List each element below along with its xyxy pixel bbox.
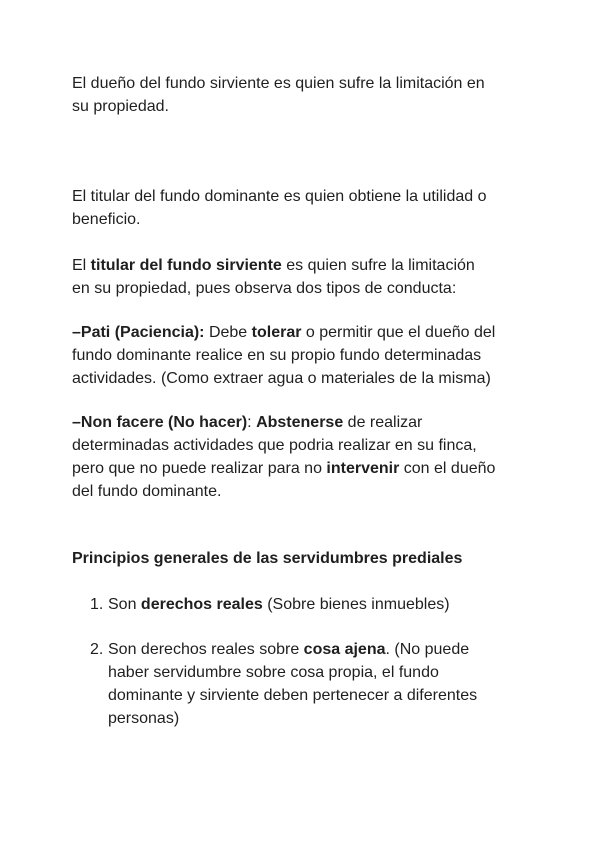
paragraph-titular-sirviente [72,254,542,300]
text-line: su propiedad. [72,98,169,115]
text-line [72,321,542,344]
text-run: Debe [204,324,252,341]
list-item-body [108,638,477,730]
list-item-1 [72,593,542,616]
text-line [72,254,542,277]
text-run: o permitir que el dueño del [301,324,496,341]
bold-term: cosa ajena [303,641,386,658]
paragraph-fundo-sirviente [72,72,542,118]
text-run: Son derechos reales sobre [108,641,304,658]
paragraph-non-facere [72,411,542,503]
text-line: El dueño del fundo sirviente es quien sufre la limitación en [72,75,485,92]
text-line: beneficio. [72,211,141,228]
text-line [108,638,477,661]
bold-term: –Non facere (No hacer) [72,414,248,431]
text-line: haber servidumbre sobre cosa propia, el fundo [108,664,439,681]
bold-term: derechos reales [140,596,263,613]
text-line [72,411,542,434]
list-number: 2. [90,641,104,658]
paragraph-pati [72,321,542,390]
text-line: El titular del fundo dominante es quien obtiene la utilidad o [72,188,487,205]
text-line: actividades. (Como extraer agua o materiales de la misma) [72,370,491,387]
text-line: del fundo dominante. [72,483,222,500]
text-line: en su propiedad, pues observa dos tipos de conducta: [72,280,457,297]
section-heading: Principios generales de las servidumbres prediales [72,550,463,567]
text-run: . (No puede [385,641,470,658]
text-line: personas) [108,710,180,727]
text-line: dominante y sirviente deben pertenecer a diferentes [108,687,478,704]
text-run: El [72,257,91,274]
paragraph-fundo-dominante [72,185,542,231]
list-item-body [108,593,450,616]
bold-term: intervenir [326,460,400,477]
text-line: fundo dominante realice en su propio fundo determinadas [72,347,482,364]
bold-term: –Pati (Paciencia): [72,324,205,341]
bold-term: tolerar [251,324,302,341]
text-line: determinadas actividades que podria realizar en su finca, [72,437,477,454]
text-run: es quien sufre la limitación [281,257,475,274]
bold-term: Abstenerse [256,414,344,431]
bold-term: titular del fundo sirviente [90,257,282,274]
text-run: con el dueño [399,460,496,477]
list-number: 1. [90,596,104,613]
text-line [108,593,450,616]
text-run: de realizar [343,414,423,431]
text-run: Son [108,596,141,613]
text-run: : [247,414,257,431]
text-run: (Sobre bienes inmuebles) [262,596,450,613]
text-run: pero que no puede realizar para no [72,460,327,477]
list-item-2 [72,638,542,730]
text-line [72,457,542,480]
